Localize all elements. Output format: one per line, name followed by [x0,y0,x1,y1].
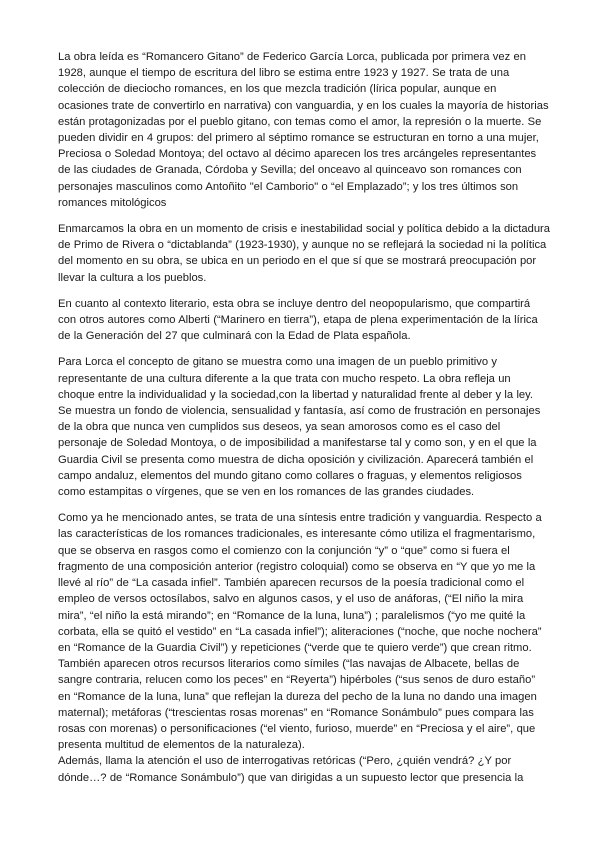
paragraph-rhetorical-questions: Además, llama la atención el uso de interrogativas retóricas (“Pero, ¿quién vendrá? ¿Y por dónde…? de “Romance Sonámbulo”) que van dirigidas a un supuesto lector que presencia la [58,755,524,784]
paragraph-tradition-vanguard: Como ya he mencionado antes, se trata de una síntesis entre tradición y vanguardia. Respecto a las características de los romances tradicionales, es interesante cómo utiliza el fragmentarismo, que se observa en rasgos como el comienzo con la conjunción “y” o “que” como si fuera el fragmento de una composición anterior (registro coloquial) como se observa en “Y que yo me la llevé al río” de “La casada infiel”. También aparecen recursos de la poesía tradicional como el empleo de versos octosílabos, salvo en algunos casos, y el uso de anáforas, (“El niño la mira mira”, “el niño la está mirando”; en “Romance de la luna, luna”) ; paralelismos (“yo me quité la corbata, ella se quitó el vestido” en “La casada infiel”); aliteraciones (“noche, que noche nochera” en “Romance de la Guardia Civil”) y repeticiones (“verde que te quiero verde”) que crean ritmo. También aparecen otros recursos literarios como símiles (“las navajas de Albacete, bellas de sangre contraria, relucen como los peces” en “Reyerta”) hipérboles (“sus senos de duro estaño” en “Romance de la luna, luna” que reflejan la dureza del pecho de la luna no dando una imagen maternal); metáforas (“trescientas rosas morenas” en “Romance Sonámbulo” pues compara las rosas con morenas) o personificaciones (“el viento, furioso, muerde” en “Preciosa y el aire”, que presenta multitud de elementos de la naturaleza). [58,512,542,752]
paragraph-gypsy-concept: Para Lorca el concepto de gitano se muestra como una imagen de un pueblo primitivo y representante de una cultura diferente a la que trata con mucho respeto. La obra refleja un choque entre la individualidad y la sociedad,con la libertad y naturalidad frente al deber y la ley. Se muestra un fondo de violencia, sensualidad y fantasía, así como de frustración en personajes de la obra que nunca ven cumplidos sus deseos, ya sean amorosos como es el caso del personaje de Soledad Montoya, o de imposibilidad a manifestarse tal y como son, y en el que la Guardia Civil se presenta como muestra de dicha oposición y civilización. Aparecerá también el campo andaluz, elementos del mundo gitano como collares o fraguas, y elementos religiosos como estampitas o vírgenes, que se ven en los romances de las grandes ciudades. [58,356,541,499]
paragraph-historical-context: Enmarcamos la obra en un momento de crisis e inestabilidad social y política debido a la dictadura de Primo de Rivera o “dictablanda” (1923-1930), y aunque no se reflejará la sociedad ni la política del momento en su obra, se ubica en un periodo en el que sí que se mostrará preocupación por llevar la cultura a los pueblos. [58,223,550,284]
paragraph-introduction: La obra leída es “Romancero Gitano” de Federico García Lorca, publicada por primera vez en 1928, aunque el tiempo de escritura del libro se estima entre 1923 y 1927. Se trata de una colección de dieciocho romances, en los que mezcla tradición (lírica popular, aunque en ocasiones trate de convertirlo en narrativa) con vanguardia, y en los cuales la mayoría de historias están protagonizadas por el pueblo gitano, con temas como el amor, la represión o la muerte. Se pueden dividir en 4 grupos: del primero al séptimo romance se estructuran en torno a una mujer, Preciosa o Soledad Montoya; del octavo al décimo aparecen los tres arcángeles representantes de las ciudades de Granada, Córdoba y Sevilla; del onceavo al quinceavo son romances con personajes masculinos como Antoñito "el Camborio" o “el Emplazado”; y los tres últimos son romances mitológicos [58,51,549,209]
paragraph-literary-context: En cuanto al contexto literario, esta obra se incluye dentro del neopopularismo, que compartirá con otros autores como Alberti (“Marinero en tierra”), etapa de plena experimentación de la lírica de la Generación del 27 que culminará con la Edad de Plata española. [58,297,538,343]
